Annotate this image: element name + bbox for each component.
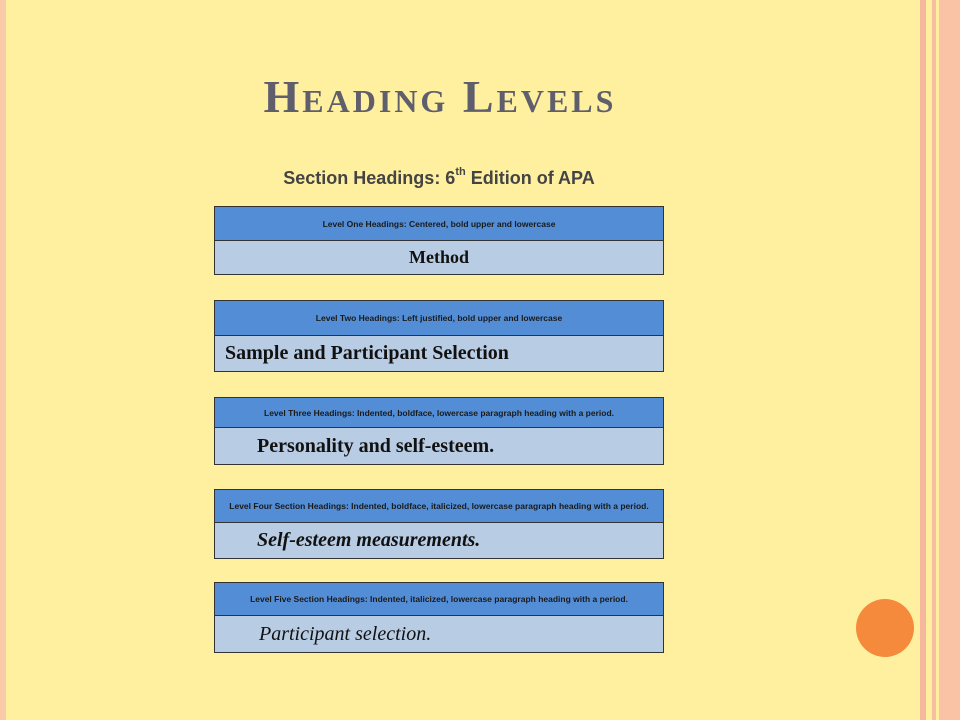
level-four-example: Self-esteem measurements. [257,529,481,551]
figure-title-suffix: Edition of APA [465,168,595,188]
level-three-header: Level Three Headings: Indented, boldface, lowercase paragraph heading with a period. [215,398,663,428]
level-four-header: Level Four Section Headings: Indented, boldface, italicized, lowercase paragraph heading with a period. [215,490,663,523]
figure-title [214,168,664,189]
level-five-box [214,582,664,653]
level-four-box [214,489,664,559]
level-one-example: Method [409,247,469,267]
orange-circle-decoration [856,599,914,657]
figure-title-superscript: th [455,166,466,178]
level-three-box [214,397,664,465]
level-two-header: Level Two Headings: Left justified, bold upper and lowercase [215,301,663,336]
right-decorative-bars [920,0,960,720]
level-two-box [214,300,664,372]
level-one-header: Level One Headings: Centered, bold upper and lowercase [215,207,663,241]
decorative-bar [939,0,960,720]
slide-title: Heading Levels [263,71,617,122]
level-five-example: Participant selection. [259,622,432,645]
level-one-box [214,206,664,275]
level-five-header: Level Five Section Headings: Indented, italicized, lowercase paragraph heading with a period. [215,583,663,616]
level-two-example: Sample and Participant Selection [225,342,509,364]
level-three-example: Personality and self-esteem. [257,434,495,457]
figure-title-prefix: Section Headings: 6 [283,168,456,188]
